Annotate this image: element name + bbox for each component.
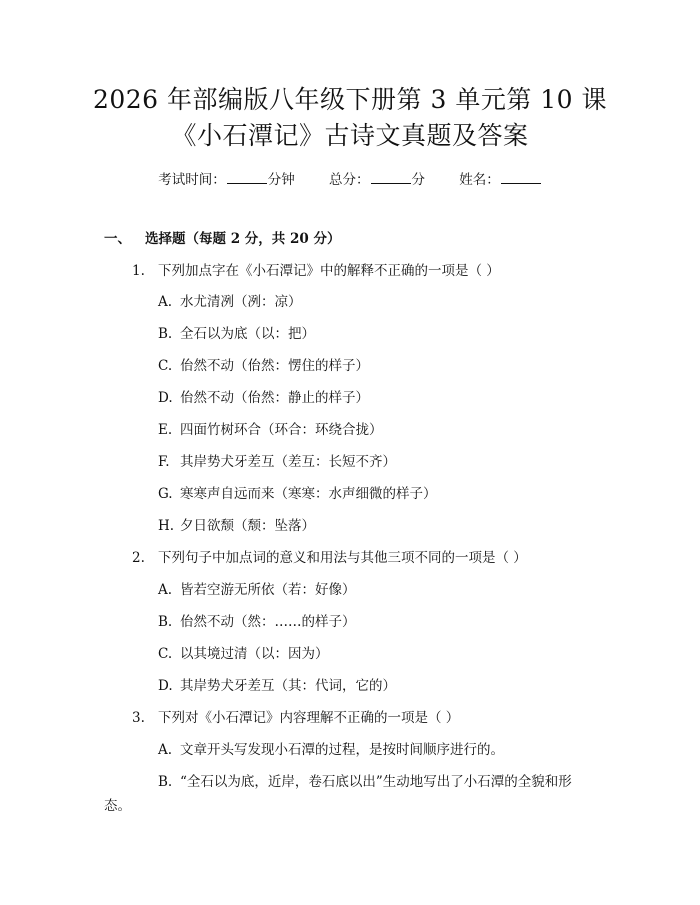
option-letter: G.: [158, 486, 173, 502]
option-2a: [158, 580, 356, 600]
option-letter: B.: [158, 774, 173, 790]
option-1b: [158, 324, 315, 344]
option-text: 寒寒声自远而来（寒寒：水声细微的样子）: [180, 486, 437, 502]
option-2c: [158, 644, 329, 664]
exam-info-row: [0, 170, 700, 190]
option-text: 佁然不动（佁然：静止的样子）: [180, 390, 369, 406]
total-score-field: [329, 172, 429, 188]
student-name-field: [459, 172, 542, 188]
option-letter: D.: [158, 678, 173, 694]
option-2d: [158, 676, 396, 696]
option-letter: A.: [158, 582, 173, 598]
option-2b: [158, 612, 356, 632]
student-name-label: 姓名：: [459, 172, 500, 188]
question-number: 1.: [132, 263, 145, 279]
option-1c: [158, 356, 369, 376]
option-3b: [158, 772, 572, 792]
option-1g: [158, 484, 437, 504]
option-1f: [158, 452, 396, 472]
exam-title-line2: 《小石潭记》古诗文真题及答案: [171, 121, 529, 150]
option-letter: A.: [158, 742, 173, 758]
option-text: “全石以为底，近岸，卷石底以出”生动地写出了小石潭的全貌和形: [180, 774, 572, 790]
option-text: 全石以为底（以：把）: [180, 326, 315, 342]
option-text: 佁然不动（然：……的样子）: [180, 614, 356, 630]
option-letter: F.: [158, 454, 170, 470]
option-letter: C.: [158, 358, 173, 374]
option-text: 佁然不动（佁然：愣住的样子）: [180, 358, 369, 374]
section-heading: [104, 229, 340, 249]
section-number: 一、: [104, 231, 131, 247]
total-score-unit: 分: [411, 172, 425, 188]
option-text: 四面竹树环合（环合：环绕合拢）: [180, 422, 383, 438]
option-letter: B.: [158, 614, 173, 630]
student-name-blank: [501, 171, 541, 184]
exam-time-unit: 分钟: [267, 172, 295, 188]
exam-time-label: 考试时间：: [158, 172, 226, 188]
question-number: 2.: [132, 550, 145, 566]
section-title: 选择题（每题 2 分，共 20 分）: [145, 231, 341, 247]
option-1a: [158, 292, 302, 312]
option-letter: C.: [158, 646, 173, 662]
option-letter: E.: [158, 422, 173, 438]
exam-time-field: [158, 172, 299, 188]
total-score-blank: [371, 171, 411, 184]
option-1e: [158, 420, 383, 440]
question-text: 下列句子中加点词的意义和用法与其他三项不同的一项是（ ）: [158, 550, 527, 566]
total-score-label: 总分：: [329, 172, 370, 188]
question-number: 3.: [132, 710, 145, 726]
option-letter: H.: [158, 518, 175, 534]
question-2: [132, 548, 527, 568]
option-text: 水尤清冽（冽：凉）: [180, 294, 302, 310]
question-text: 下列加点字在《小石潭记》中的解释不正确的一项是（ ）: [158, 263, 500, 279]
option-text: 其岸势犬牙差互（差互：长短不齐）: [180, 454, 396, 470]
option-3b-continuation: 态。: [104, 798, 131, 814]
question-text: 下列对《小石潭记》内容理解不正确的一项是（ ）: [158, 710, 460, 726]
option-text: 其岸势犬牙差互（其：代词，它的）: [180, 678, 396, 694]
exam-title-line1: 2026 年部编版八年级下册第 3 单元第 10 课: [92, 85, 608, 114]
option-letter: A.: [158, 294, 173, 310]
question-1: [132, 261, 500, 281]
exam-time-blank: [227, 171, 267, 184]
option-text: 文章开头写发现小石潭的过程，是按时间顺序进行的。: [180, 742, 504, 758]
option-1h: [158, 516, 315, 536]
option-3a: [158, 740, 504, 760]
question-3: [132, 708, 459, 728]
option-text: 夕日欲颓（颓：坠落）: [180, 518, 315, 534]
option-text: 皆若空游无所依（若：好像）: [180, 582, 356, 598]
option-1d: [158, 388, 369, 408]
option-text: 以其境过清（以：因为）: [180, 646, 329, 662]
option-letter: D.: [158, 390, 173, 406]
option-letter: B.: [158, 326, 173, 342]
